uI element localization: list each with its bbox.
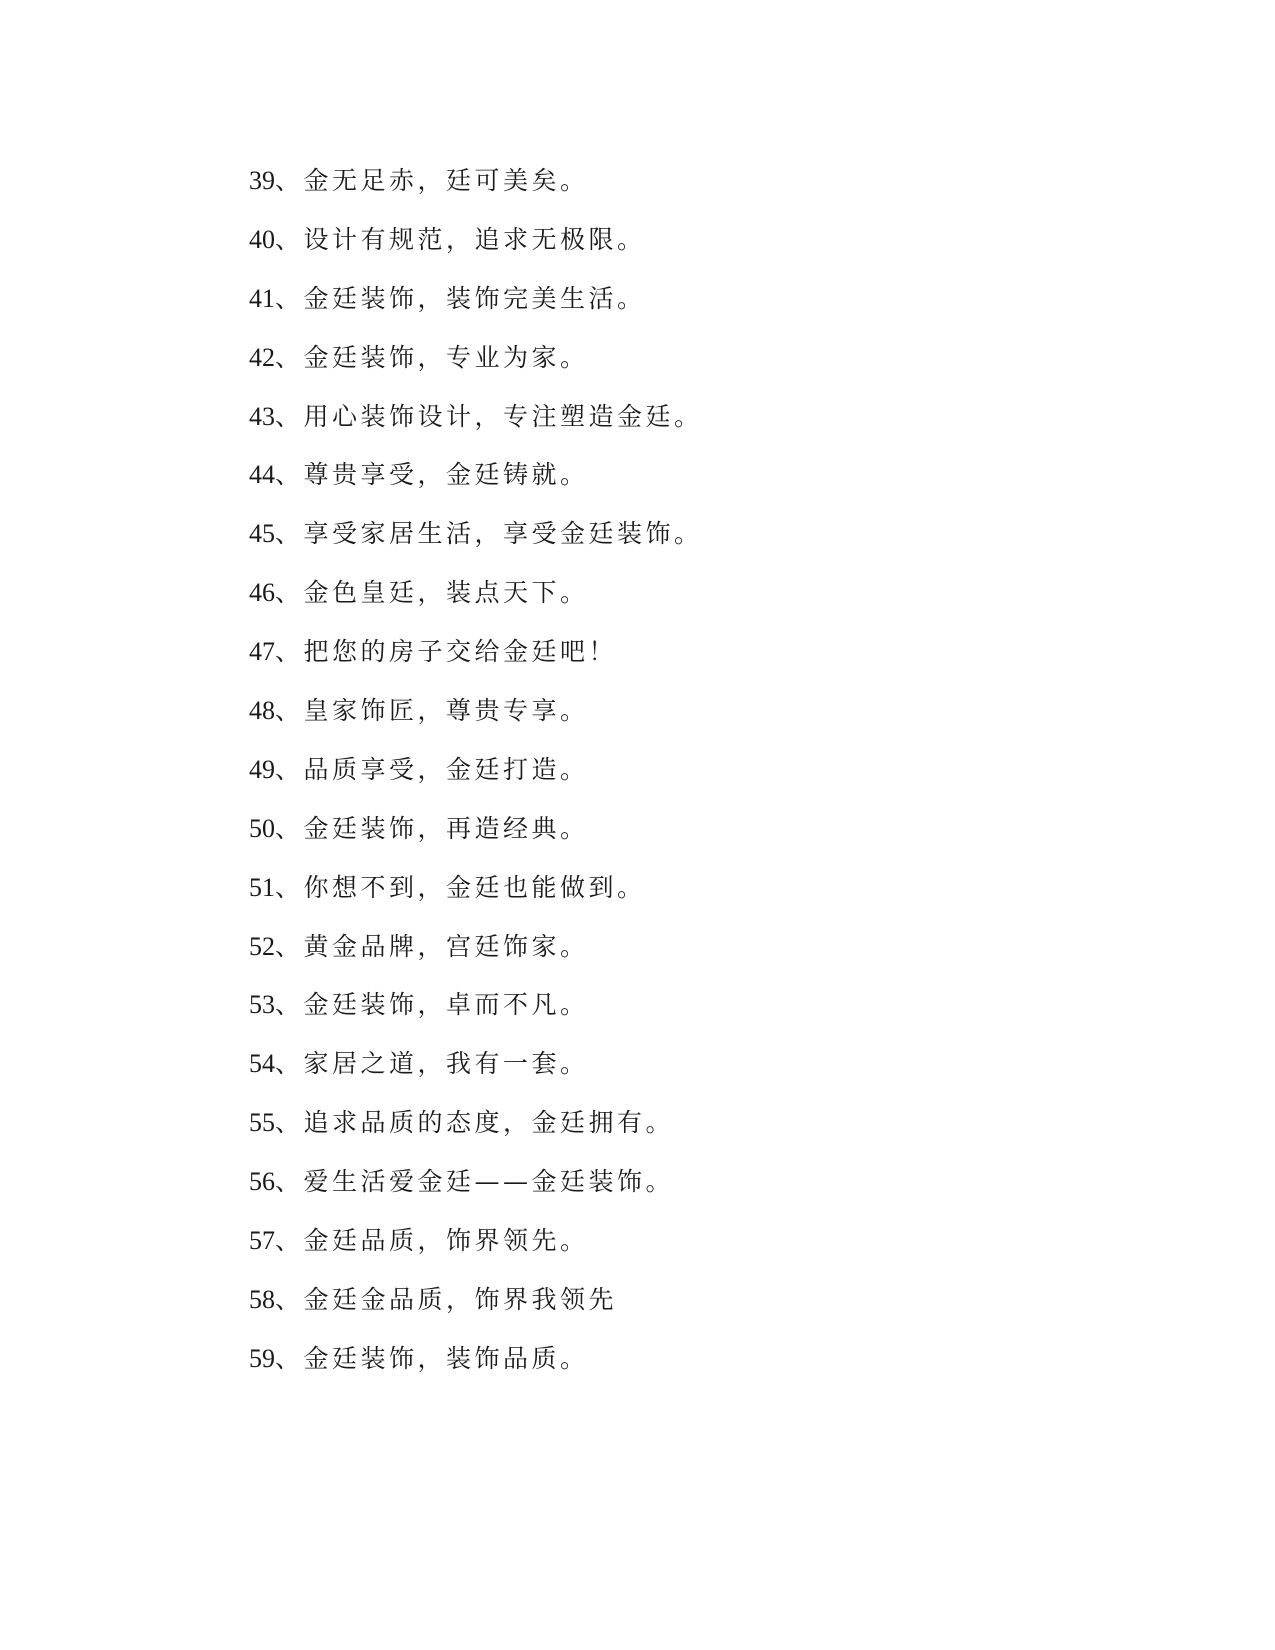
item-text: 、品质享受，金廷打造。 — [275, 754, 589, 784]
item-text: 、尊贵享受，金廷铸就。 — [275, 460, 589, 490]
item-number: 52 — [249, 931, 275, 961]
item-number: 40 — [249, 224, 275, 254]
item-text: 、用心装饰设计，专注塑造金廷。 — [275, 401, 703, 431]
list-item — [249, 338, 703, 397]
item-number: 41 — [249, 283, 275, 313]
item-text: 、皇家饰匠，尊贵专享。 — [275, 696, 589, 726]
list-item — [249, 868, 703, 927]
item-number: 51 — [249, 872, 275, 902]
list-item — [249, 397, 703, 456]
item-text: 、金色皇廷，装点天下。 — [275, 578, 589, 608]
item-text: 、黄金品牌，宫廷饰家。 — [275, 931, 589, 961]
item-number: 45 — [249, 519, 275, 549]
item-text: 、金廷装饰，装饰完美生活。 — [275, 283, 646, 313]
item-number: 55 — [249, 1108, 275, 1138]
item-text: 、设计有规范，追求无极限。 — [275, 224, 646, 254]
item-text: 、家居之道，我有一套。 — [275, 1049, 589, 1079]
list-item — [249, 514, 703, 573]
item-number: 46 — [249, 578, 275, 608]
list-item — [249, 161, 703, 220]
item-number: 56 — [249, 1167, 275, 1197]
list-item — [249, 985, 703, 1044]
item-number: 57 — [249, 1226, 275, 1256]
item-number: 50 — [249, 813, 275, 843]
list-item — [249, 1044, 703, 1103]
item-number: 43 — [249, 401, 275, 431]
item-text: 、金廷装饰，卓而不凡。 — [275, 990, 589, 1020]
item-number: 39 — [249, 166, 275, 195]
list-item — [249, 750, 703, 809]
list-item — [249, 455, 703, 514]
list-item — [249, 809, 703, 868]
item-text: 、金廷装饰，专业为家。 — [275, 342, 589, 372]
list-item — [249, 927, 703, 986]
item-number: 59 — [249, 1343, 275, 1373]
item-text: 、金廷装饰，装饰品质。 — [275, 1343, 589, 1373]
item-text: 、金廷装饰，再造经典。 — [275, 813, 589, 843]
list-item — [249, 1162, 703, 1221]
list-item — [249, 279, 703, 338]
item-number: 44 — [249, 460, 275, 490]
item-number: 54 — [249, 1049, 275, 1079]
slogan-list — [249, 161, 703, 1398]
item-number: 53 — [249, 990, 275, 1020]
item-text: 、享受家居生活，享受金廷装饰。 — [275, 519, 703, 549]
list-item — [249, 1103, 703, 1162]
item-text: 、你想不到，金廷也能做到。 — [275, 872, 646, 902]
list-item — [249, 1280, 703, 1339]
item-text: 、追求品质的态度，金廷拥有。 — [275, 1108, 675, 1138]
item-number: 58 — [249, 1284, 275, 1314]
list-item — [249, 573, 703, 632]
item-text: 、金廷金品质，饰界我领先 — [275, 1284, 618, 1314]
item-number: 47 — [249, 637, 275, 667]
item-text: 、爱生活爱金廷——金廷装饰。 — [275, 1167, 675, 1197]
item-text: 、金廷品质，饰界领先。 — [275, 1226, 589, 1256]
list-item — [249, 1339, 703, 1398]
list-item — [249, 220, 703, 279]
item-number: 48 — [249, 696, 275, 726]
list-item — [249, 691, 703, 750]
item-number: 49 — [249, 754, 275, 784]
item-number: 42 — [249, 342, 275, 372]
item-text: 、金无足赤，廷可美矣。 — [275, 166, 589, 195]
list-item — [249, 632, 703, 691]
item-text: 、把您的房子交给金廷吧！ — [275, 637, 618, 667]
list-item — [249, 1221, 703, 1280]
